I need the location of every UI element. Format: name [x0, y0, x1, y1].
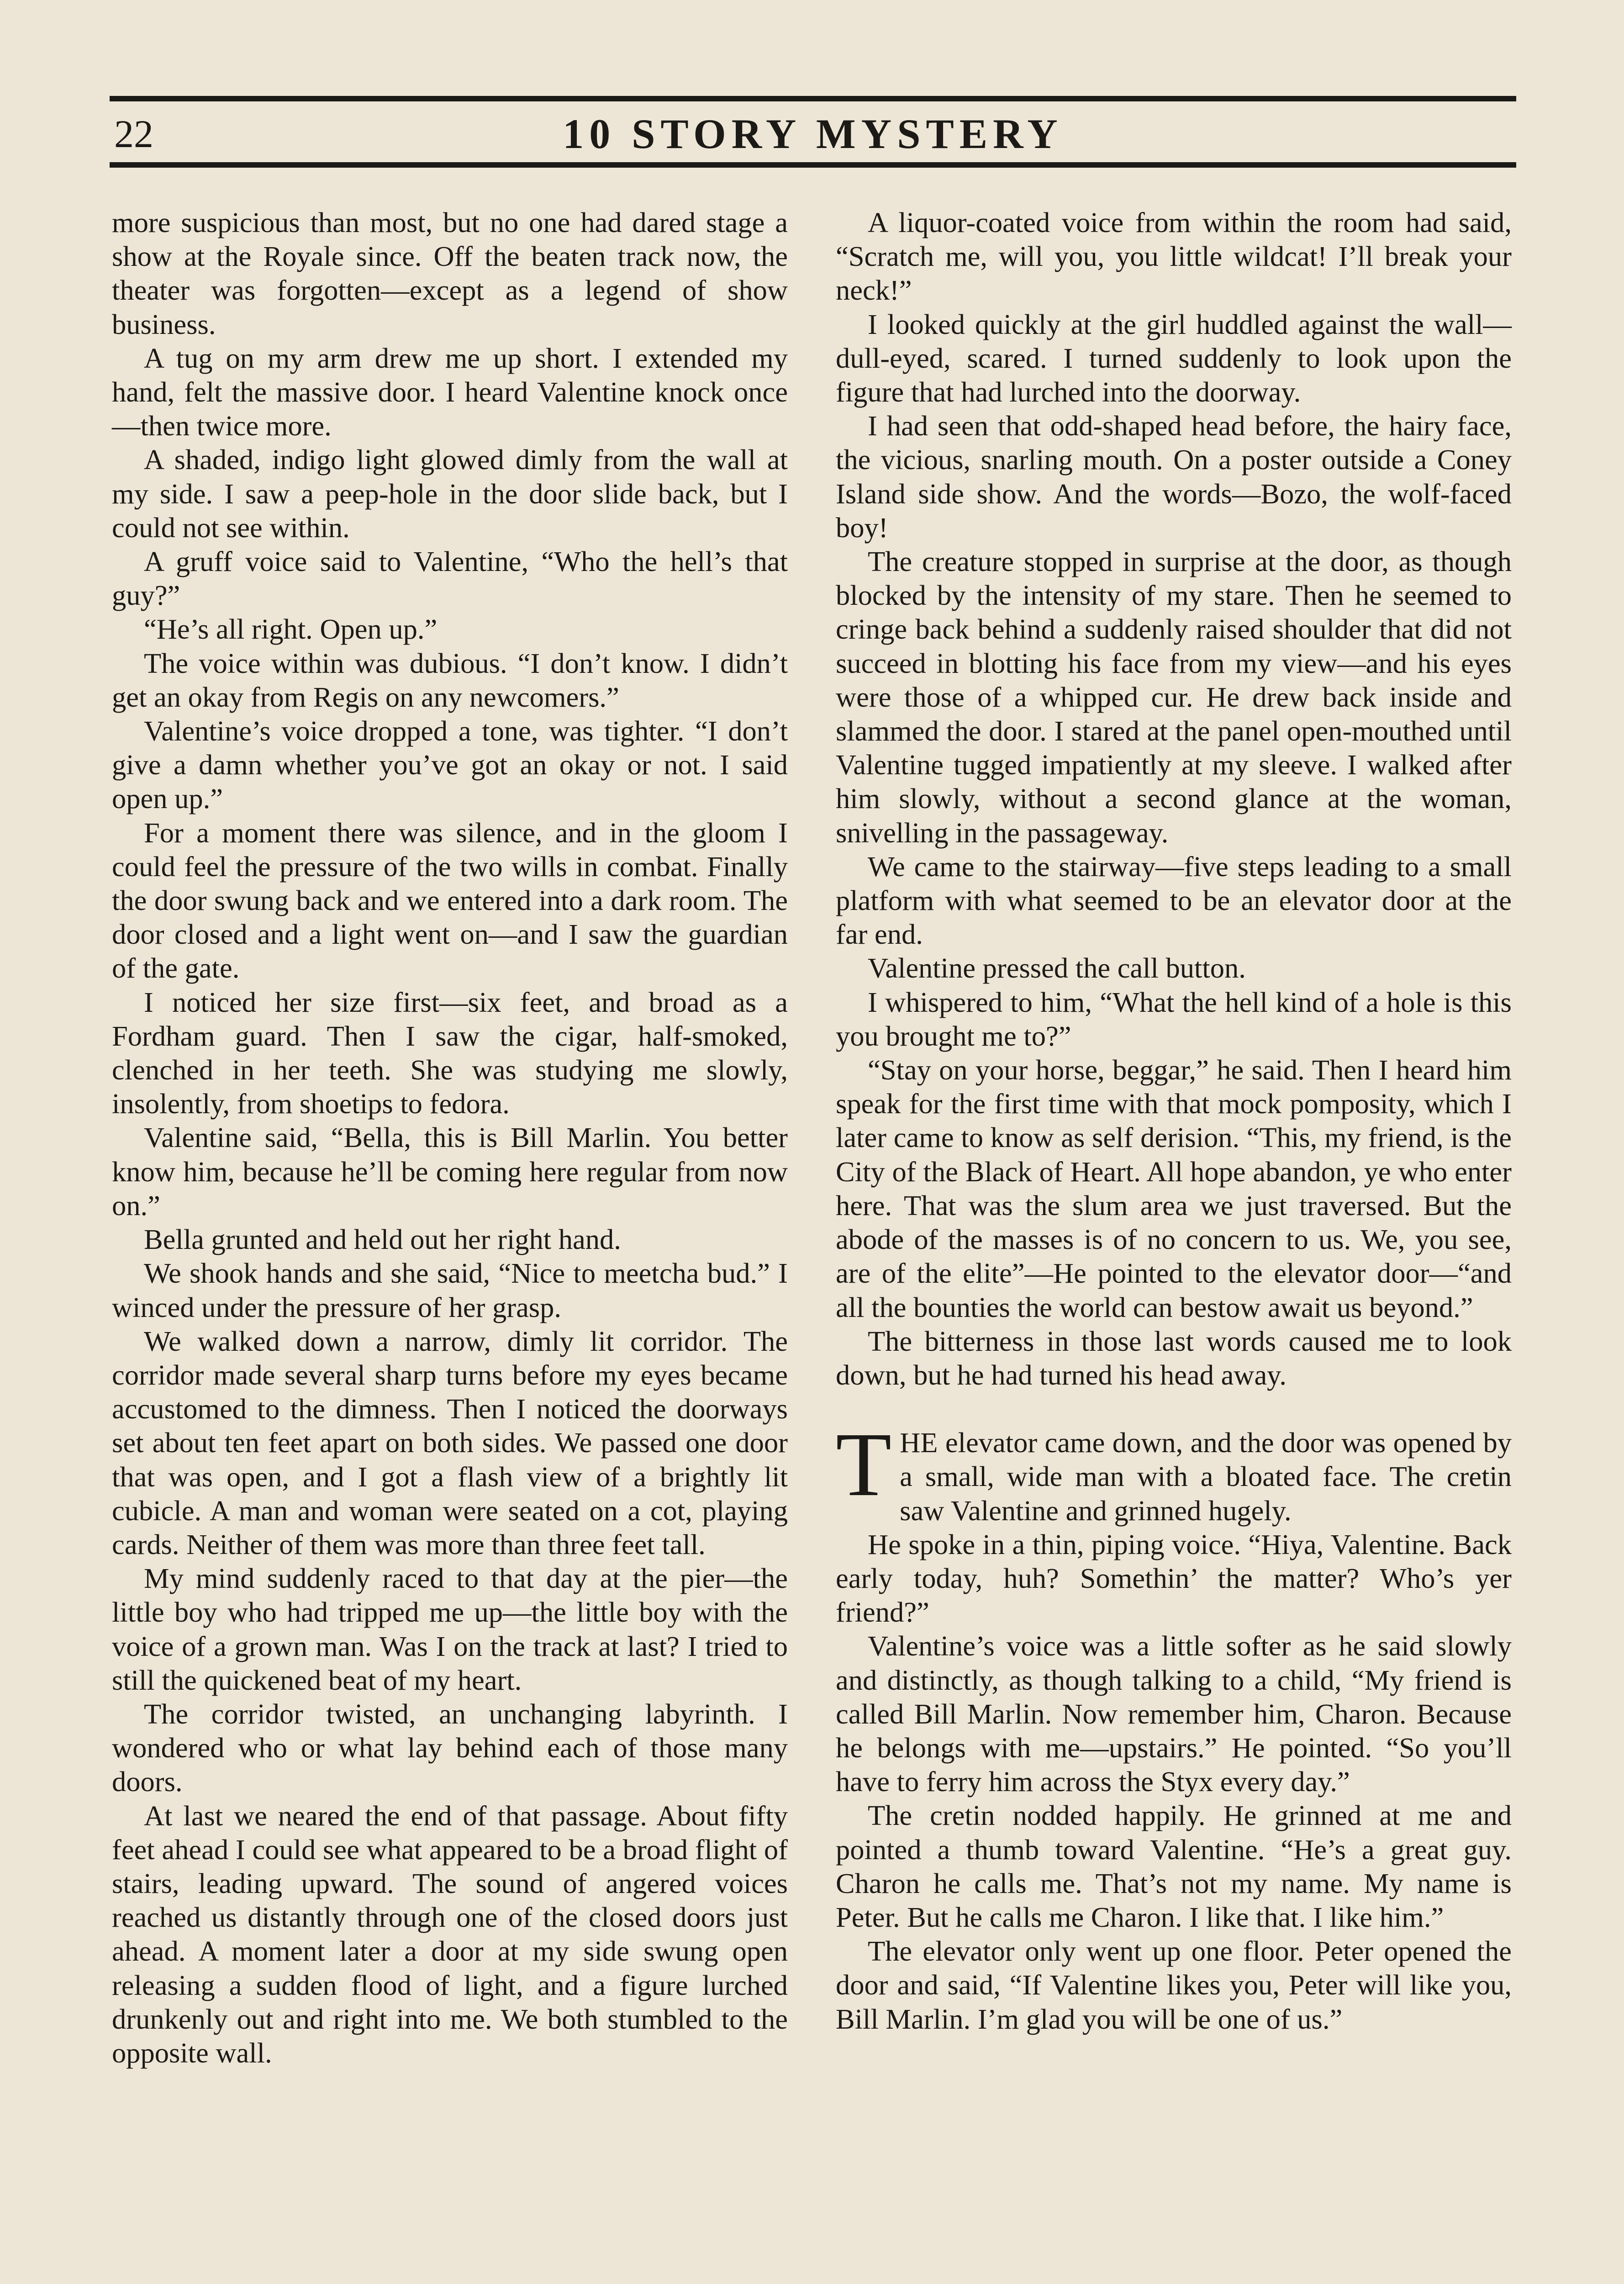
paragraph: For a moment there was silence, and in the gloom I could feel the pressure of the two wills in combat. Finally the door swung back and we entered into a dark room. The door closed and a light went on—and I saw the guardian of the gate.	[112, 816, 788, 984]
paragraph: Valentine pressed the call button.	[868, 952, 1246, 984]
right-column	[836, 206, 1512, 2036]
drop-cap-text: HE elevator came down, and the door was opened by a small, wide man with a bloated face. The cretin saw Valentine and grinned hugely.	[900, 1427, 1512, 1527]
paragraph: He spoke in a thin, piping voice. “Hiya, Valentine. Back early today, huh? Somethin’ the matter? Who’s yer friend?”	[836, 1528, 1512, 1628]
paragraph: The bitterness in those last words caused me to look down, but he had turned his head away.	[836, 1325, 1512, 1391]
left-column	[112, 206, 788, 2070]
paragraph: We shook hands and she said, “Nice to meetcha bud.” I winced under the pressure of her grasp.	[112, 1257, 788, 1323]
drop-cap-letter: T	[836, 1414, 892, 1516]
paragraph: Valentine’s voice dropped a tone, was tighter. “I don’t give a damn whether you’ve got an okay or not. I said open up.”	[112, 715, 788, 815]
paragraph: The elevator only went up one floor. Peter opened the door and said, “If Valentine likes you, Peter will like you, Bill Marlin. I’m glad you will be one of us.”	[836, 1935, 1512, 2035]
paragraph: I whispered to him, “What the hell kind of a hole is this you brought me to?”	[836, 986, 1512, 1052]
paragraph: A tug on my arm drew me up short. I extended my hand, felt the massive door. I heard Valentine knock once—then twice more.	[112, 342, 788, 442]
paragraph: We came to the stairway—five steps leading to a small platform with what seemed to be an elevator door at the far end.	[836, 850, 1512, 951]
paragraph: My mind suddenly raced to that day at the pier—the little boy who had tripped me up—the little boy with the voice of a grown man. Was I on the track at last? I tried to still the quickened beat of my heart.	[112, 1562, 788, 1696]
header-top-rule	[110, 96, 1516, 101]
paragraph: A gruff voice said to Valentine, “Who the hell’s that guy?”	[112, 545, 788, 612]
paragraph: Valentine’s voice was a little softer as he said slowly and distinctly, as though talking to a child, “My friend is called Bill Marlin. Now remember him, Charon. Because he belongs with me—upstairs.” He pointed. “So you’ll have to ferry him across the Styx every day.”	[836, 1630, 1512, 1798]
paragraph: Bella grunted and held out her right hand.	[144, 1223, 621, 1256]
paragraph: The cretin nodded happily. He grinned at me and pointed a thumb toward Valentine. “He’s a great guy. Charon he calls me. That’s not my name. My name is Peter. But he calls me Charon. I like that. I like him.”	[836, 1799, 1512, 1933]
paragraph: The voice within was dubious. “I don’t know. I didn’t get an okay from Regis on any newcomers.”	[112, 647, 788, 713]
paragraph: A shaded, indigo light glowed dimly from the wall at my side. I saw a peep-hole in the door slide back, but I could not see within.	[112, 444, 788, 544]
paragraph: At last we neared the end of that passage. About fifty feet ahead I could see what appeared to be a broad flight of stairs, leading upward. The sound of angered voices reached us distantly through one of the closed doors just ahead. A moment later a door at my side swung open releasing a sudden flood of light, and a figure lurched drunkenly out and right into me. We both stumbled to the opposite wall.	[112, 1799, 788, 2069]
section-break	[836, 1392, 1512, 1426]
header-bottom-rule	[110, 162, 1516, 168]
paragraph: “He’s all right. Open up.”	[144, 613, 438, 645]
paragraph: I had seen that odd-shaped head before, the hairy face, the vicious, snarling mouth. On a poster outside a Coney Island side show. And the words—Bozo, the wolf-faced boy!	[836, 410, 1512, 544]
paragraph: “Stay on your horse, beggar,” he said. Then I heard him speak for the first time with that mock pomposity, which I later came to know as self derision. “This, my friend, is the City of the Black of Heart. All hope abandon, ye who enter here. That was the slum area we just traversed. But the abode of the masses is of no concern to us. We, you see, are of the elite”—He pointed to the elevator door—“and all the bounties the world can bestow await us beyond.”	[836, 1054, 1512, 1323]
paragraph: I noticed her size first—six feet, and broad as a Fordham guard. Then I saw the cigar, half-smoked, clenched in her teeth. She was studying me slowly, insolently, from shoetips to fedora.	[112, 986, 788, 1120]
page-header	[110, 96, 1516, 169]
paragraph: We walked down a narrow, dimly lit corridor. The corridor made several sharp turns before my eyes became accustomed to the dimness. Then I noticed the doorways set about ten feet apart on both sides. We passed one door that was open, and I got a flash view of a brightly lit cubicle. A man and woman were seated on a cot, playing cards. Neither of them was more than three feet tall.	[112, 1325, 788, 1560]
paragraph: Valentine said, “Bella, this is Bill Marlin. You better know him, because he’ll be coming here regular from now on.”	[112, 1121, 788, 1221]
drop-cap-paragraph	[836, 1414, 1512, 1528]
magazine-title: 10 STORY MYSTERY	[563, 111, 1063, 157]
page-number: 22	[114, 112, 153, 156]
paragraph: The corridor twisted, an unchanging labyrinth. I wondered who or what lay behind each of those many doors.	[112, 1697, 788, 1798]
paragraph: The creature stopped in surprise at the door, as though blocked by the intensity of my stare. Then he seemed to cringe back behind a suddenly raised shoulder that did not succeed in blotting his face from my view—and his eyes were those of a whipped cur. He drew back inside and slammed the door. I stared at the panel open-mouthed until Valentine tugged impatiently at my sleeve. I walked after him slowly, without a second glance at the woman, snivelling in the passageway.	[836, 545, 1512, 849]
paragraph: I looked quickly at the girl huddled against the wall—dull-eyed, scared. I turned suddenly to look upon the figure that had lurched into the doorway.	[836, 308, 1512, 408]
paragraph: A liquor-coated voice from within the room had said, “Scratch me, will you, you little wildcat! I’ll break your neck!”	[836, 206, 1512, 307]
paragraph: more suspicious than most, but no one had dared stage a show at the Royale since. Off the beaten track now, the theater was forgotten—except as a legend of show business.	[112, 206, 788, 340]
